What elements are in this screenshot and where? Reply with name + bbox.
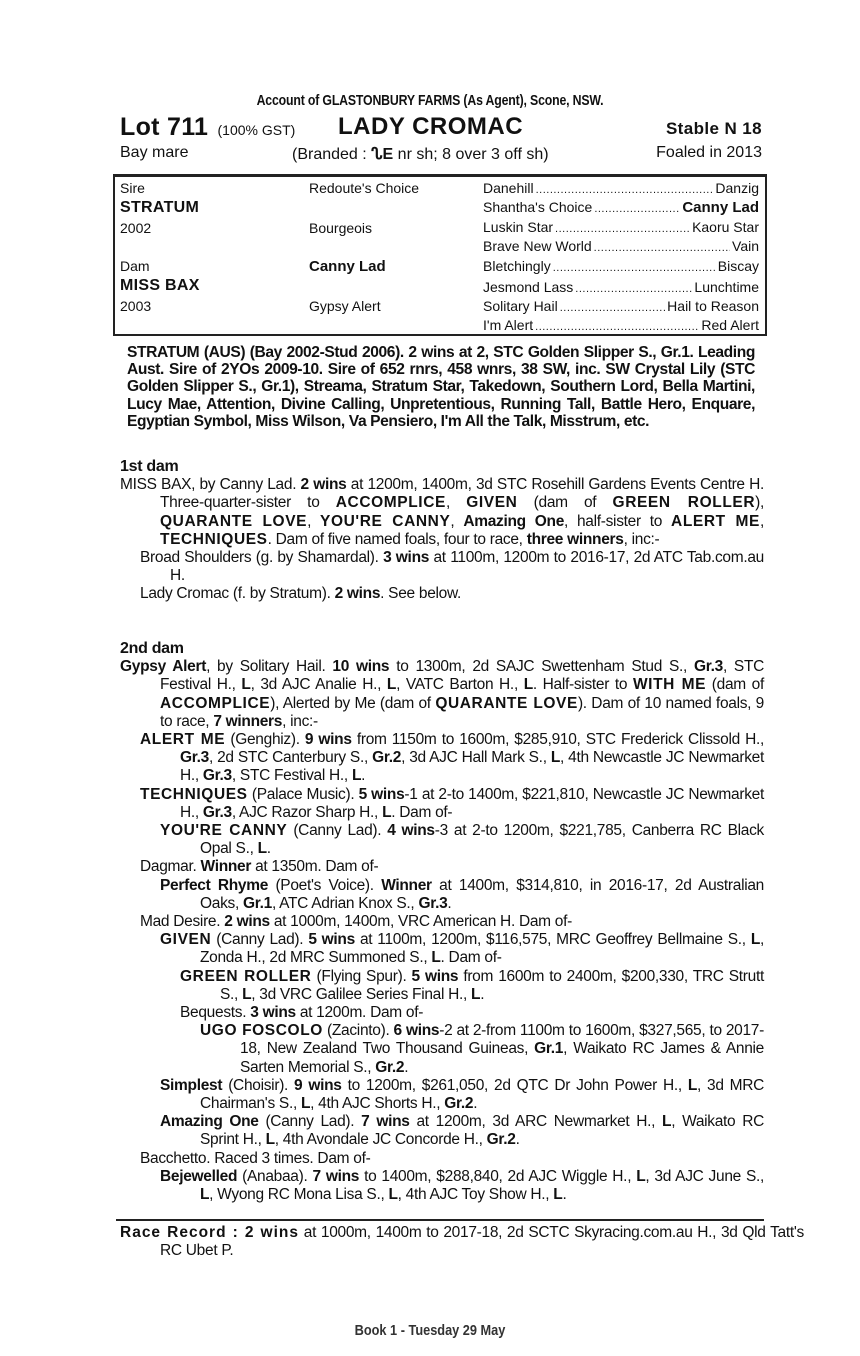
pedigree-gen3-row <box>483 257 759 278</box>
first-dam-section <box>120 458 764 604</box>
pedigree-entry: Bequests. 3 wins at 1200m. Dam of- <box>180 1004 424 1022</box>
horse-details <box>120 144 762 164</box>
dot-leader <box>560 297 665 318</box>
sire-name: STRATUM <box>120 199 200 216</box>
gen3-left: Bletchingly <box>483 258 551 274</box>
dot-leader <box>535 316 699 337</box>
dam-sire: Canny Lad <box>309 258 386 275</box>
gen3-right: Lunchtime <box>694 279 759 295</box>
pedigree-entry: GIVEN (Canny Lad). 5 wins at 1100m, 1200m, $116,575, MRC Geoffrey Bellmaine S., L, Zonda H., 2d MRC Summoned S., L. Dam of- <box>160 931 765 967</box>
pedigree-gen3-row <box>483 237 759 258</box>
sire-year: 2002 <box>120 220 152 236</box>
vendor-account-line: Account of GLASTONBURY FARMS (As Agent), Scone, NSW. <box>256 92 604 109</box>
pedigree-entry: GREEN ROLLER (Flying Spur). 5 wins from 1600m to 2400m, $200,330, TRC Strutt S., L, 3d VRC Galilee Series Final H., L. <box>180 967 764 1003</box>
dam-label: Dam <box>120 258 150 274</box>
brand-description <box>292 144 549 164</box>
gen3-left: I'm Alert <box>483 317 534 333</box>
pedigree-entry: Broad Shoulders (g. by Shamardal). 3 wins at 1100m, 1200m to 2016-17, 2d ATC Tab.com.au H. <box>140 549 764 585</box>
race-record-text: at 1000m, 1400m to 2017-18, 2d SCTC Skyracing.com.au H., 3d Qld Tatt's RC Ubet P. <box>160 1224 805 1259</box>
brand-suffix: nr sh; 8 over 3 off sh) <box>393 146 549 163</box>
dam-year: 2003 <box>120 298 152 314</box>
pedigree-gen3-row <box>483 198 759 219</box>
pedigree-gen3-row <box>483 179 759 200</box>
pedigree-entry: MISS BAX, by Canny Lad. 2 wins at 1200m, 1400m, 3d STC Rosehill Gardens Events Centre H. Three-quarter-sister to ACCOMPLICE, GIVEN (dam of GREEN ROLLER), QUARANTE LOVE, YOU'RE CANNY, Amazing One, half-sister to ALERT ME, TECHNIQUES. Dam of five named foals, four to race, three winners, inc:- <box>120 476 765 548</box>
gen3-right: Hail to Reason <box>667 298 759 314</box>
lot-number <box>120 113 295 142</box>
gen3-right: Vain <box>732 238 759 254</box>
colour-sex: Bay mare <box>120 144 189 161</box>
lot-label: Lot 711 <box>120 113 209 141</box>
pedigree-entry: Bejewelled (Anabaa). 7 wins to 1400m, $288,840, 2d AJC Wiggle H., L, 3d AJC June S., L, Wyong RC Mona Lisa S., L, 4th AJC Toy Show H., L. <box>160 1167 765 1204</box>
pedigree-entry: UGO FOSCOLO (Zacinto). 6 wins-2 at 2-from 1100m to 1600m, $327,565, to 2017-18, New Zealand Two Thousand Guineas, Gr.1, Waikato RC James & Annie Sarten Memorial S., Gr.2. <box>200 1022 764 1076</box>
gen3-left: Brave New World <box>483 238 592 254</box>
dot-leader <box>594 198 680 219</box>
dot-leader <box>594 237 730 258</box>
pedigree-entry: Mad Desire. 2 wins at 1000m, 1400m, VRC American H. Dam of- <box>140 913 572 931</box>
pedigree-gen3-row <box>483 297 759 318</box>
second-dam-title: 2nd dam <box>120 640 184 657</box>
section-divider <box>116 1219 764 1221</box>
gst-note: (100% GST) <box>217 122 296 138</box>
dam-name: MISS BAX <box>120 277 200 294</box>
pedigree-entry: TECHNIQUES (Palace Music). 5 wins-1 at 2-to 1400m, $221,810, Newcastle JC Newmarket H., Gr.3, AJC Razor Sharp H., L. Dam of- <box>140 785 765 821</box>
pedigree-entry: Lady Cromac (f. by Stratum). 2 wins. See below. <box>140 585 462 603</box>
brand-glyph-icon: ᔐE <box>371 146 394 163</box>
pedigree-entry: Dagmar. Winner at 1350m. Dam of- <box>140 858 379 876</box>
race-record <box>120 1224 804 1260</box>
dot-leader <box>536 179 714 200</box>
sire-sire: Redoute's Choice <box>309 180 420 196</box>
stable-location: Stable N 18 <box>665 119 762 138</box>
pedigree-entry: Amazing One (Canny Lad). 7 wins at 1200m, 3d ARC Newmarket H., L, Waikato RC Sprint H., L, 4th Avondale JC Concorde H., Gr.2. <box>160 1113 765 1149</box>
gen3-right: Canny Lad <box>682 199 759 216</box>
gen3-left: Solitary Hail <box>483 298 558 314</box>
dam-dam: Gypsy Alert <box>309 298 381 314</box>
gen3-right: Kaoru Star <box>692 219 759 235</box>
sire-summary: STRATUM (AUS) (Bay 2002-Stud 2006). 2 wins at 2, STC Golden Slipper S., Gr.1. Leading Aust. Sire of 2YOs 2009-10. Sire of 652 rnrs, 458 wnrs, 38 SW, inc. SW Crystal Lily (STC Golden Slipper S., Gr.1), Streama, Stratum Star, Takedown, Southern Lord, Bella Martini, Lucy Mae, Attention, Divine Calling, Unpretentious, Running Tall, Battle Hero, Enquare, Egyptian Symbol, Miss Wilson, Va Pensiero, I'm All the Talk, Misstrum, etc. <box>127 344 755 430</box>
race-record-label: Race Record : 2 wins <box>120 1224 300 1241</box>
gen3-left: Shantha's Choice <box>483 199 593 215</box>
dot-leader <box>555 218 690 239</box>
lot-header <box>120 113 762 143</box>
pedigree-gen3-row <box>483 316 759 337</box>
page-footer: Book 1 - Tuesday 29 May <box>354 1322 506 1339</box>
gen3-right: Biscay <box>717 258 759 274</box>
pedigree-entry: Simplest (Choisir). 9 wins to 1200m, $261,050, 2d QTC Dr John Power H., L, 3d MRC Chairman's S., L, 4th AJC Shorts H., Gr.2. <box>160 1076 765 1113</box>
sire-dam: Bourgeois <box>309 220 373 236</box>
first-dam-title: 1st dam <box>120 458 179 475</box>
dot-leader <box>553 257 716 278</box>
second-dam-body <box>120 658 764 1204</box>
pedigree-gen3-row <box>483 278 759 299</box>
first-dam-body <box>120 476 764 603</box>
pedigree-entry: ALERT ME (Genghiz). 9 wins from 1150m to 1600m, $285,910, STC Frederick Clissold H., Gr.3, 2d STC Canterbury S., Gr.2, 3d AJC Hall Mark S., L, 4th Newcastle JC Newmarket H., Gr.3, STC Festival H., L. <box>140 731 765 785</box>
second-dam-section <box>120 640 764 1204</box>
pedigree-table <box>113 174 767 336</box>
pedigree-entry: Perfect Rhyme (Poet's Voice). Winner at 1400m, $314,810, in 2016-17, 2d Australian Oaks, Gr.1, ATC Adrian Knox S., Gr.3. <box>160 876 764 912</box>
gen3-right: Danzig <box>715 180 759 196</box>
pedigree-entry: Bacchetto. Raced 3 times. Dam of- <box>140 1149 371 1167</box>
gen3-right: Red Alert <box>701 317 759 333</box>
dot-leader <box>575 278 692 299</box>
pedigree-entry: Gypsy Alert, by Solitary Hail. 10 wins to 1300m, 2d SAJC Swettenham Stud S., Gr.3, STC Festival H., L, 3d AJC Analie H., L, VATC Barton H., L. Half-sister to WITH ME (dam of ACCOMPLICE), Alerted by Me (dam of QUARANTE LOVE). Dam of 10 named foals, 9 to race, 7 winners, inc:- <box>120 658 765 730</box>
pedigree-gen3-row <box>483 218 759 239</box>
pedigree-entry: YOU'RE CANNY (Canny Lad). 4 wins-3 at 2-to 1200m, $221,785, Canberra RC Black Opal S., L. <box>160 822 764 858</box>
gen3-left: Luskin Star <box>483 219 554 235</box>
horse-name: LADY CROMAC <box>338 113 524 140</box>
brand-prefix: (Branded : <box>292 146 372 163</box>
sire-label: Sire <box>120 180 145 196</box>
gen3-left: Danehill <box>483 180 534 196</box>
foaled-year: Foaled in 2013 <box>656 144 762 161</box>
gen3-left: Jesmond Lass <box>483 279 574 295</box>
